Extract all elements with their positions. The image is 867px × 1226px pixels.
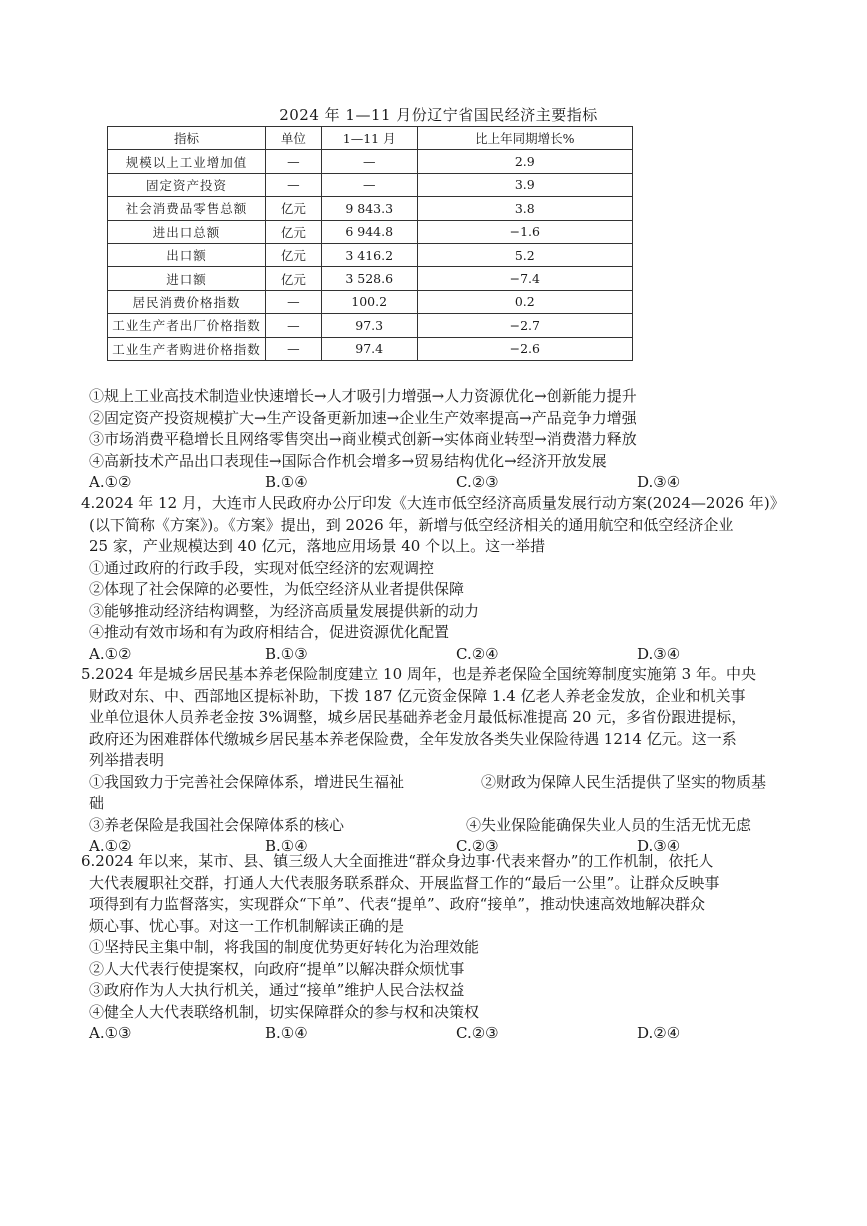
- table-cell: 亿元: [265, 220, 321, 243]
- stem-line: 列举措表明: [89, 751, 165, 769]
- choice-a: A.①③: [89, 1024, 132, 1042]
- stem-line: 5.2024 年是城乡居民基本养老保险制度建立 10 周年，也是养老保险全国统筹制度实施第 3 年。中央: [81, 665, 756, 683]
- table-cell: 9 843.3: [321, 197, 417, 220]
- option-line: ②固定资产投资规模扩大→生产设备更新加速→企业生产效率提高→产品竞争力增强: [89, 408, 637, 427]
- choice-a: A.①②: [89, 473, 132, 491]
- table-cell: 0.2: [417, 290, 632, 313]
- table-cell: 工业生产者购进价格指数: [108, 337, 266, 360]
- table-cell: 3 528.6: [321, 267, 417, 290]
- choice-d: D.③④: [637, 473, 681, 491]
- answer-choices: [89, 644, 781, 666]
- option-line: ①通过政府的行政手段，实现对低空经济的宏观调控: [89, 558, 435, 577]
- option-line: ④推动有效市场和有为政府相结合，促进资源优化配置: [89, 623, 450, 641]
- table-cell: 规模以上工业增加值: [108, 150, 266, 173]
- table-cell: —: [265, 314, 321, 337]
- option-line: ②人大代表行使提案权，向政府“提单”以解决群众烦忧事: [89, 959, 465, 978]
- table-cell: 2.9: [417, 150, 632, 173]
- option-2: ②财政为保障人民生活提供了坚实的物质基: [481, 772, 767, 791]
- option-line: ①规上工业高技术制造业快速增长→人才吸引力增强→人力资源优化→创新能力提升: [89, 387, 637, 405]
- choice-a: A.①②: [89, 644, 132, 663]
- option-row: [89, 815, 781, 837]
- table-cell: 固定资产投资: [108, 173, 266, 196]
- table-cell: —: [321, 173, 417, 196]
- stem-line: 大代表履职社交群，打通人大代表服务联系群众、开展监督工作的“最后一公里”。让群众反映事: [89, 873, 720, 892]
- option-2-continued: 础: [89, 794, 105, 812]
- choice-b: B.①④: [265, 1024, 308, 1042]
- table-header-cell: 单位: [265, 127, 321, 150]
- table-row: [108, 150, 633, 173]
- table-cell: −1.6: [417, 220, 632, 243]
- answer-choices: [89, 472, 789, 494]
- table-cell: 进口额: [108, 267, 266, 290]
- table-row: [108, 197, 633, 220]
- choice-c: C.②③: [456, 837, 499, 855]
- table-cell: −2.7: [417, 314, 632, 337]
- table-cell: 100.2: [321, 290, 417, 313]
- table-cell: —: [265, 150, 321, 173]
- option-3: ③养老保险是我国社会保障体系的核心: [89, 815, 345, 834]
- stem-line: 项得到有力监督落实，实现群众“下单”、代表“提单”、政府“接单”，推动快速高效地解决群众: [89, 895, 706, 913]
- question-6: [81, 851, 781, 1045]
- choice-d: D.③④: [637, 644, 681, 663]
- stem-line: 业单位退休人员养老金按 3%调整，城乡居民基础养老金月最低标准提高 20 元，多省份跟进提标，: [89, 708, 747, 726]
- option-line: ③政府作为人大执行机关，通过“接单”维护人民合法权益: [89, 981, 465, 999]
- table-row: [108, 220, 633, 243]
- table-cell: 6 944.8: [321, 220, 417, 243]
- table-cell: 进出口总额: [108, 220, 266, 243]
- table-row: [108, 337, 633, 360]
- stem-line: 财政对东、中、西部地区提标补助，下拨 187 亿元资金保障 1.4 亿老人养老金发放，企业和机关事: [89, 686, 746, 705]
- table-row: [108, 314, 633, 337]
- table-cell: 3 416.2: [321, 243, 417, 266]
- question-3: [89, 386, 789, 494]
- table-row: [108, 267, 633, 290]
- table-header-cell: 指标: [108, 127, 266, 150]
- table-cell: —: [321, 150, 417, 173]
- table-cell: 工业生产者出厂价格指数: [108, 314, 266, 337]
- table-cell: 出口额: [108, 243, 266, 266]
- table-header-cell: 1—11 月: [321, 127, 417, 150]
- option-line: ①坚持民主集中制，将我国的制度优势更好转化为治理效能: [89, 938, 480, 956]
- option-line: ④高新技术产品出口表现佳→国际合作机会增多→贸易结构优化→经济开放发展: [89, 451, 607, 470]
- choice-c: C.②③: [456, 473, 499, 491]
- choice-b: B.①③: [265, 644, 308, 663]
- choice-b: B.①④: [265, 473, 308, 491]
- question-5: [81, 664, 781, 858]
- table-row: [108, 243, 633, 266]
- table-cell: 居民消费价格指数: [108, 290, 266, 313]
- choice-c: C.②③: [456, 1024, 499, 1042]
- option-row: [89, 772, 781, 794]
- table-cell: 社会消费品零售总额: [108, 197, 266, 220]
- choice-d: D.②④: [637, 1024, 681, 1042]
- economic-indicators-table: [107, 126, 633, 361]
- choice-c: C.②④: [456, 644, 499, 663]
- table-cell: —: [265, 337, 321, 360]
- stem-line: 4.2024 年 12 月，大连市人民政府办公厅印发《大连市低空经济高质量发展行动方案(2024—2026 年)》: [81, 494, 785, 512]
- table-cell: 亿元: [265, 243, 321, 266]
- stem-line: 25 家，产业规模达到 40 亿元，落地应用场景 40 个以上。这一举措: [89, 537, 546, 555]
- table-cell: 亿元: [265, 197, 321, 220]
- table-header-cell: 比上年同期增长%: [417, 127, 632, 150]
- table-cell: −2.6: [417, 337, 632, 360]
- option-line: ②体现了社会保障的必要性，为低空经济从业者提供保障: [89, 580, 465, 598]
- table-cell: 97.3: [321, 314, 417, 337]
- table-row: [108, 173, 633, 196]
- table-header-row: [108, 127, 633, 150]
- table-cell: 97.4: [321, 337, 417, 360]
- option-1: ①我国致力于完善社会保障体系，增进民生福祉: [89, 772, 405, 791]
- stem-line: 6.2024 年以来，某市、县、镇三级人大全面推进“群众身边事·代表来督办”的工作机制，依托人: [81, 852, 714, 870]
- table-cell: −7.4: [417, 267, 632, 290]
- table-cell: 亿元: [265, 267, 321, 290]
- option-line: ④健全人大代表联络机制，切实保障群众的参与权和决策权: [89, 1002, 480, 1021]
- answer-choices: [89, 1023, 781, 1045]
- choice-a: A.①②: [89, 837, 132, 855]
- table-cell: 3.9: [417, 173, 632, 196]
- table-cell: 5.2: [417, 243, 632, 266]
- stem-line: 政府还为困难群体代缴城乡居民基本养老保险费，全年发放各类失业保险待遇 1214 亿元。这一系: [89, 729, 737, 748]
- table-title: 2024 年 1—11 月份辽宁省国民经济主要指标: [279, 106, 598, 124]
- table-cell: —: [265, 173, 321, 196]
- table-cell: 3.8: [417, 197, 632, 220]
- choice-b: B.①④: [265, 837, 308, 855]
- stem-line: 烦心事、忧心事。对这一工作机制解读正确的是: [89, 916, 405, 935]
- question-4: [81, 493, 785, 665]
- option-4: ④失业保险能确保失业人员的生活无忧无虑: [466, 815, 752, 834]
- option-line: ③能够推动经济结构调整，为经济高质量发展提供新的动力: [89, 601, 480, 620]
- table-cell: —: [265, 290, 321, 313]
- stem-line: (以下简称《方案》)。《方案》提出，到 2026 年，新增与低空经济相关的通用航空和低空经济企业: [89, 515, 734, 534]
- option-line: ③市场消费平稳增长且网络零售突出→商业模式创新→实体商业转型→消费潜力释放: [89, 430, 637, 448]
- choice-d: D.③④: [637, 837, 681, 855]
- table-row: [108, 290, 633, 313]
